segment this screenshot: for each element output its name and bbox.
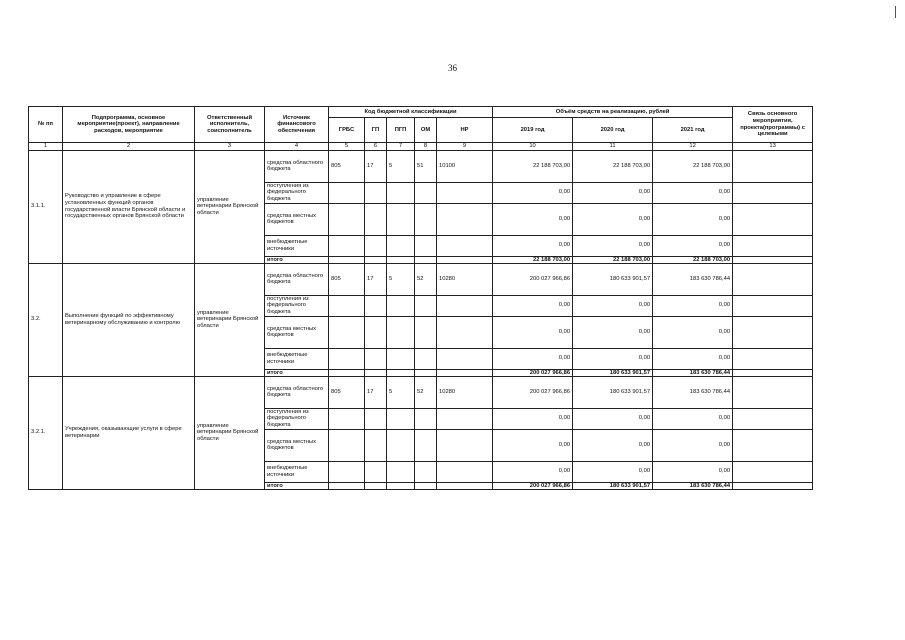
amount-2020: 0,00 xyxy=(573,295,653,316)
funding-source: средства областного бюджета xyxy=(265,150,329,182)
funding-source: поступления из федерального бюджета xyxy=(265,408,329,429)
col-index: 13 xyxy=(733,143,813,151)
code-pgp: 5 xyxy=(387,376,415,408)
link-cell xyxy=(733,348,813,369)
amount-2021: 0,00 xyxy=(653,316,733,348)
code-empty xyxy=(365,369,387,376)
code-om xyxy=(415,348,437,369)
link-cell xyxy=(733,295,813,316)
col-index: 7 xyxy=(387,143,415,151)
table-row xyxy=(29,263,813,295)
amount-2021: 0,00 xyxy=(653,461,733,482)
code-grbs xyxy=(329,408,365,429)
code-om xyxy=(415,235,437,256)
amount-2020: 180 633 901,57 xyxy=(573,263,653,295)
header-code-group: Код бюджетной классификации xyxy=(329,107,493,118)
code-empty xyxy=(437,369,493,376)
code-nr xyxy=(437,461,493,482)
code-nr: 10280 xyxy=(437,376,493,408)
section-number: 3.1.1. xyxy=(29,150,63,263)
code-nr xyxy=(437,235,493,256)
amount-2019: 200 027 966,86 xyxy=(493,263,573,295)
amount-2021: 183 630 786,44 xyxy=(653,263,733,295)
code-grbs: 805 xyxy=(329,150,365,182)
amount-2020: 22 188 703,00 xyxy=(573,150,653,182)
code-gp: 17 xyxy=(365,263,387,295)
link-cell xyxy=(733,376,813,408)
code-pgp: 5 xyxy=(387,150,415,182)
budget-body xyxy=(29,150,813,489)
code-empty xyxy=(329,482,365,489)
amount-2020: 0,00 xyxy=(573,316,653,348)
code-nr xyxy=(437,182,493,203)
link-cell xyxy=(733,369,813,376)
funding-source: внебюджетные источники xyxy=(265,235,329,256)
total-2021: 183 630 786,44 xyxy=(653,369,733,376)
total-label: итого xyxy=(265,256,329,263)
header-2019: 2019 год xyxy=(493,118,573,143)
code-gp xyxy=(365,203,387,235)
col-index: 8 xyxy=(415,143,437,151)
funding-source: средства местных бюджетов xyxy=(265,429,329,461)
total-2019: 200 027 966,86 xyxy=(493,482,573,489)
code-pgp xyxy=(387,182,415,203)
amount-2019: 200 027 966,86 xyxy=(493,376,573,408)
code-empty xyxy=(437,256,493,263)
link-cell xyxy=(733,429,813,461)
code-empty xyxy=(437,482,493,489)
header-row-1 xyxy=(29,107,813,118)
header-2021: 2021 год xyxy=(653,118,733,143)
col-index: 5 xyxy=(329,143,365,151)
code-empty xyxy=(387,256,415,263)
col-index: 9 xyxy=(437,143,493,151)
code-grbs xyxy=(329,295,365,316)
code-pgp xyxy=(387,429,415,461)
code-gp: 17 xyxy=(365,376,387,408)
code-om xyxy=(415,203,437,235)
link-cell xyxy=(733,263,813,295)
code-gp: 17 xyxy=(365,150,387,182)
code-grbs xyxy=(329,461,365,482)
amount-2021: 0,00 xyxy=(653,235,733,256)
budget-table xyxy=(28,106,813,490)
code-grbs: 805 xyxy=(329,263,365,295)
amount-2021: 0,00 xyxy=(653,408,733,429)
code-nr: 10100 xyxy=(437,150,493,182)
col-index: 12 xyxy=(653,143,733,151)
funding-source: внебюджетные источники xyxy=(265,348,329,369)
code-pgp xyxy=(387,408,415,429)
amount-2020: 0,00 xyxy=(573,429,653,461)
code-grbs xyxy=(329,429,365,461)
header-program: Подпрограмма, основное мероприятие(проект), направление расходов, мероприятие xyxy=(63,107,195,143)
code-nr xyxy=(437,316,493,348)
col-index: 4 xyxy=(265,143,329,151)
amount-2019: 0,00 xyxy=(493,316,573,348)
code-grbs xyxy=(329,316,365,348)
code-pgp xyxy=(387,461,415,482)
link-cell xyxy=(733,316,813,348)
table-row xyxy=(29,150,813,182)
amount-2021: 0,00 xyxy=(653,348,733,369)
code-empty xyxy=(329,256,365,263)
amount-2019: 0,00 xyxy=(493,295,573,316)
amount-2021: 0,00 xyxy=(653,203,733,235)
code-empty xyxy=(415,482,437,489)
amount-2019: 0,00 xyxy=(493,429,573,461)
section-number: 3.2. xyxy=(29,263,63,376)
code-pgp xyxy=(387,295,415,316)
code-nr xyxy=(437,429,493,461)
funding-source: средства местных бюджетов xyxy=(265,316,329,348)
link-cell xyxy=(733,182,813,203)
amount-2019: 0,00 xyxy=(493,348,573,369)
section-title: Учреждения, оказывающие услуги в сфере ветеринарии xyxy=(63,376,195,489)
col-index: 2 xyxy=(63,143,195,151)
header-volume-group: Объём средств на реализацию, рублей xyxy=(493,107,733,118)
code-grbs xyxy=(329,235,365,256)
amount-2021: 22 188 703,00 xyxy=(653,150,733,182)
code-om xyxy=(415,295,437,316)
code-om xyxy=(415,429,437,461)
total-2019: 200 027 966,86 xyxy=(493,369,573,376)
total-2020: 22 188 703,00 xyxy=(573,256,653,263)
total-label: итого xyxy=(265,369,329,376)
amount-2020: 180 633 901,57 xyxy=(573,376,653,408)
link-cell xyxy=(733,408,813,429)
code-om: 52 xyxy=(415,263,437,295)
code-pgp xyxy=(387,316,415,348)
link-cell xyxy=(733,235,813,256)
code-nr xyxy=(437,295,493,316)
link-cell xyxy=(733,461,813,482)
edge-mark xyxy=(895,6,896,18)
code-gp xyxy=(365,348,387,369)
code-empty xyxy=(365,482,387,489)
page-number: 36 xyxy=(448,63,457,73)
link-cell xyxy=(733,150,813,182)
code-gp xyxy=(365,461,387,482)
code-nr xyxy=(437,348,493,369)
responsible-executor: управление ветеринарии Брянской области xyxy=(195,263,265,376)
code-om xyxy=(415,316,437,348)
code-nr xyxy=(437,408,493,429)
amount-2021: 183 630 786,44 xyxy=(653,376,733,408)
code-gp xyxy=(365,295,387,316)
code-grbs: 805 xyxy=(329,376,365,408)
code-empty xyxy=(415,369,437,376)
code-gp xyxy=(365,316,387,348)
code-gp xyxy=(365,235,387,256)
responsible-executor: управление ветеринарии Брянской области xyxy=(195,150,265,263)
code-pgp: 5 xyxy=(387,263,415,295)
section-title: Выполнение функций по эффективному ветеринарному обслуживанию и контролю xyxy=(63,263,195,376)
col-index: 10 xyxy=(493,143,573,151)
code-om xyxy=(415,461,437,482)
amount-2020: 0,00 xyxy=(573,408,653,429)
code-empty xyxy=(415,256,437,263)
code-gp xyxy=(365,429,387,461)
header-pgp: ПГП xyxy=(387,118,415,143)
funding-source: средства местных бюджетов xyxy=(265,203,329,235)
header-gp: ГП xyxy=(365,118,387,143)
total-2021: 183 630 786,44 xyxy=(653,482,733,489)
amount-2020: 0,00 xyxy=(573,235,653,256)
amount-2021: 0,00 xyxy=(653,182,733,203)
amount-2020: 0,00 xyxy=(573,182,653,203)
column-index-row xyxy=(29,143,813,151)
code-grbs xyxy=(329,203,365,235)
funding-source: средства областного бюджета xyxy=(265,376,329,408)
code-om: 52 xyxy=(415,376,437,408)
code-grbs xyxy=(329,182,365,203)
amount-2019: 0,00 xyxy=(493,461,573,482)
code-gp xyxy=(365,408,387,429)
total-label: итого xyxy=(265,482,329,489)
header-om: ОМ xyxy=(415,118,437,143)
col-index: 11 xyxy=(573,143,653,151)
code-empty xyxy=(329,369,365,376)
link-cell xyxy=(733,482,813,489)
table-row xyxy=(29,376,813,408)
code-pgp xyxy=(387,203,415,235)
amount-2019: 22 188 703,00 xyxy=(493,150,573,182)
code-nr xyxy=(437,203,493,235)
code-gp xyxy=(365,182,387,203)
code-empty xyxy=(365,256,387,263)
amount-2019: 0,00 xyxy=(493,408,573,429)
total-2021: 22 188 703,00 xyxy=(653,256,733,263)
amount-2021: 0,00 xyxy=(653,429,733,461)
amount-2019: 0,00 xyxy=(493,182,573,203)
amount-2019: 0,00 xyxy=(493,203,573,235)
amount-2019: 0,00 xyxy=(493,235,573,256)
code-empty xyxy=(387,482,415,489)
section-number: 3.2.1. xyxy=(29,376,63,489)
col-index: 6 xyxy=(365,143,387,151)
funding-source: поступления из федерального бюджета xyxy=(265,295,329,316)
code-om xyxy=(415,182,437,203)
total-2020: 180 633 901,57 xyxy=(573,369,653,376)
section-title: Руководство и управление в сфере установленных функций органов государственной власти Брянской области и государственных органов Брянской области xyxy=(63,150,195,263)
total-2019: 22 188 703,00 xyxy=(493,256,573,263)
link-cell xyxy=(733,256,813,263)
amount-2020: 0,00 xyxy=(573,203,653,235)
code-om: 51 xyxy=(415,150,437,182)
code-pgp xyxy=(387,348,415,369)
amount-2021: 0,00 xyxy=(653,295,733,316)
responsible-executor: управление ветеринарии Брянской области xyxy=(195,376,265,489)
col-index: 3 xyxy=(195,143,265,151)
total-2020: 180 633 901,57 xyxy=(573,482,653,489)
link-cell xyxy=(733,203,813,235)
header-source: Источник финансового обеспечения xyxy=(265,107,329,143)
funding-source: средства областного бюджета xyxy=(265,263,329,295)
funding-source: поступления из федерального бюджета xyxy=(265,182,329,203)
code-pgp xyxy=(387,235,415,256)
amount-2020: 0,00 xyxy=(573,461,653,482)
header-no: № пп xyxy=(29,107,63,143)
header-nr: НР xyxy=(437,118,493,143)
header-grbs: ГРБС xyxy=(329,118,365,143)
funding-source: внебюджетные источники xyxy=(265,461,329,482)
code-nr: 10280 xyxy=(437,263,493,295)
header-responsible: Ответственный исполнитель, соисполнитель xyxy=(195,107,265,143)
header-2020: 2020 год xyxy=(573,118,653,143)
code-om xyxy=(415,408,437,429)
amount-2020: 0,00 xyxy=(573,348,653,369)
header-link: Связь основного мероприятия, проекта(программы) с целевыми xyxy=(733,107,813,143)
code-empty xyxy=(387,369,415,376)
col-index: 1 xyxy=(29,143,63,151)
code-grbs xyxy=(329,348,365,369)
